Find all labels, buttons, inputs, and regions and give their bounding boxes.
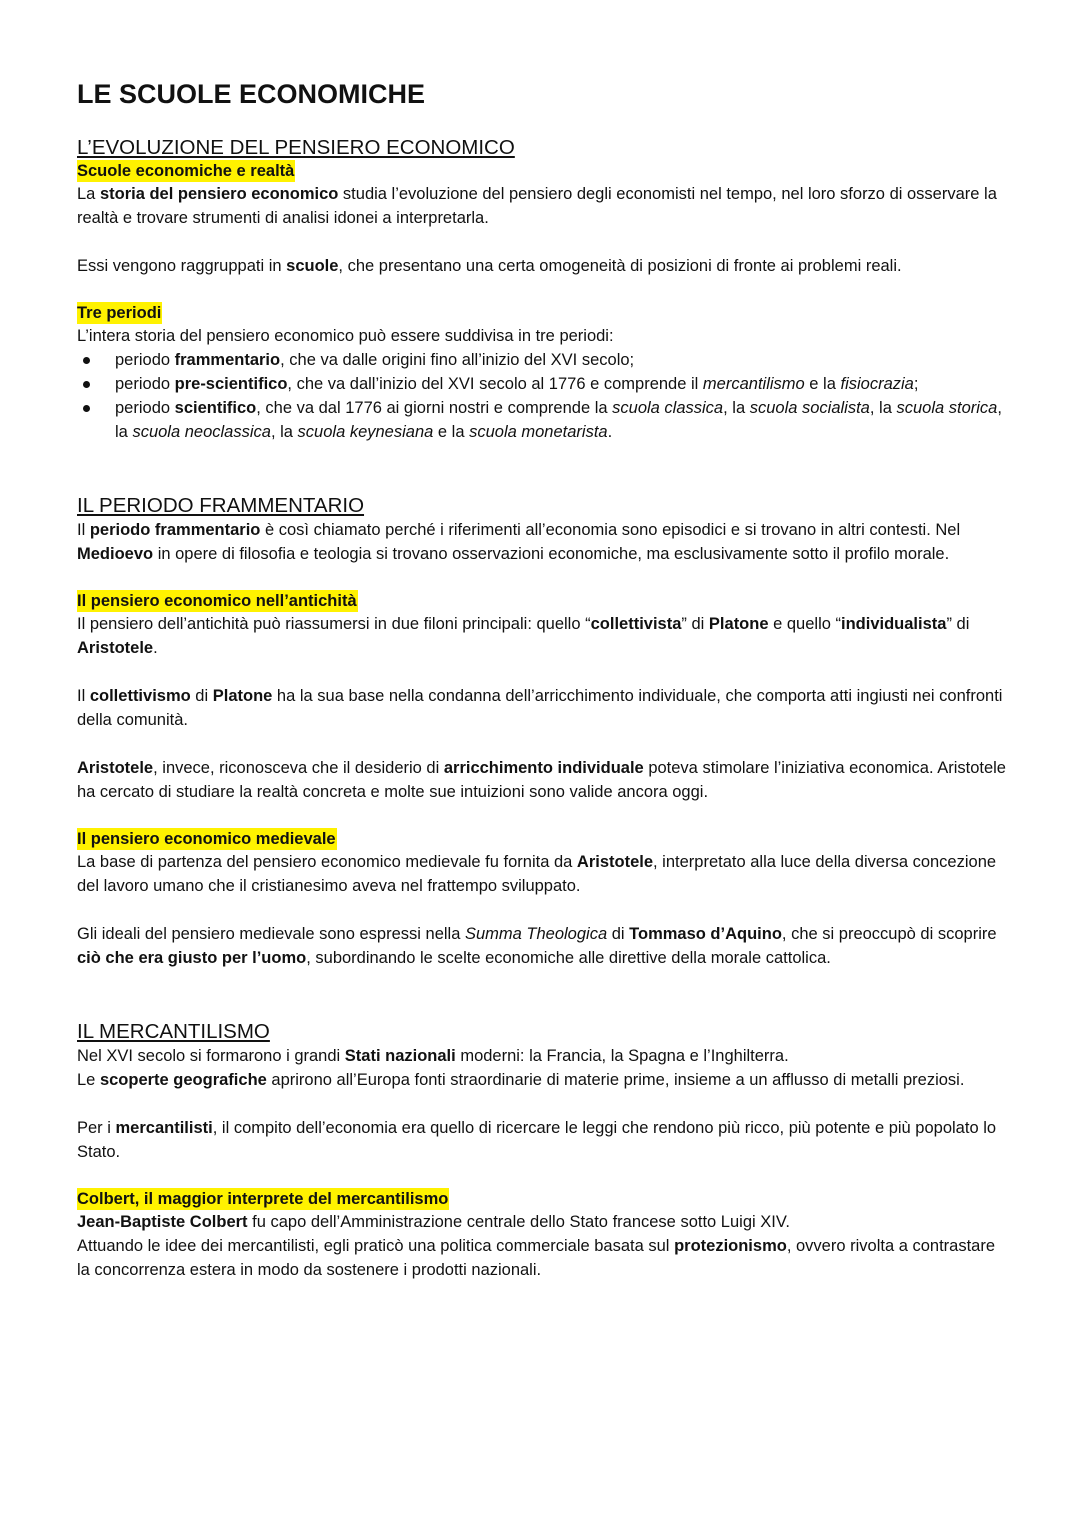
section-heading-evoluzione: L’EVOLUZIONE DEL PENSIERO ECONOMICO [77,136,515,159]
section-heading-frammentario: IL PERIODO FRAMMENTARIO [77,494,365,517]
highlighted-subheading: Il pensiero economico medievale [77,830,336,848]
highlighted-subheading: Colbert, il maggior interprete del mercantilismo [77,1190,449,1208]
bullet-icon [83,405,90,412]
bullet-icon [83,381,90,388]
paragraph: La base di partenza del pensiero economico medievale fu fornita da Aristotele, interpretato alla luce della diversa concezione del lavoro umano che il cristianesimo aveva nel frattempo sviluppato. [77,853,997,895]
list-item: periodo frammentario, che va dalle origini fino all’inizio del XVI secolo; [77,348,1007,372]
document-page [77,78,1007,1282]
paragraph: Gli ideali del pensiero medievale sono espressi nella Summa Theologica di Tommaso d’Aquino, che si preoccupò di scoprire ciò che era giusto per l’uomo, subordinando le scelte economiche alle direttive della morale cattolica. [77,925,997,967]
paragraph: Jean-Baptiste Colbert fu capo dell’Amministrazione centrale dello Stato francese sotto Luigi XIV. [77,1213,790,1231]
paragraph: Essi vengono raggruppati in scuole, che presentano una certa omogeneità di posizioni di fronte ai problemi reali. [77,257,902,275]
paragraph: Il periodo frammentario è così chiamato perché i riferimenti all’economia sono episodici e si trovano in altri contesti. Nel Medioevo in opere di filosofia e teologia si trovano osservazioni economiche, ma esclusivamente sotto il profilo morale. [77,521,961,563]
paragraph: La storia del pensiero economico studia l’evoluzione del pensiero degli economisti nel tempo, nel loro sforzo di osservare la realtà e trovare strumenti di analisi idonei a interpretarla. [77,185,997,227]
highlighted-subheading: Tre periodi [77,304,162,322]
highlighted-subheading: Scuole economiche e realtà [77,162,295,180]
paragraph: Il collettivismo di Platone ha la sua base nella condanna dell’arricchimento individuale, che comporta atti ingiusti nei confronti della comunità. [77,687,1003,729]
paragraph: Nel XVI secolo si formarono i grandi Stati nazionali moderni: la Francia, la Spagna e l’Inghilterra. [77,1047,789,1065]
paragraph: Aristotele, invece, riconosceva che il desiderio di arricchimento individuale poteva stimolare l’iniziativa economica. Aristotele ha cercato di studiare la realtà concreta e molte sue intuizioni sono valide ancora oggi. [77,759,1006,801]
paragraph: Il pensiero dell’antichità può riassumersi in due filoni principali: quello “collettivista” di Platone e quello “individualista” di Aristotele. [77,615,970,657]
paragraph: L’intera storia del pensiero economico può essere suddivisa in tre periodi: [77,327,614,345]
paragraph: Le scoperte geografiche aprirono all’Europa fonti straordinarie di materie prime, insieme a un afflusso di metalli preziosi. [77,1071,965,1089]
paragraph: Attuando le idee dei mercantilisti, egli praticò una politica commerciale basata sul protezionismo, ovvero rivolta a contrastare la concorrenza estera in modo da sostenere i prodotti nazionali. [77,1237,996,1279]
highlighted-subheading: Il pensiero economico nell’antichità [77,592,357,610]
bullet-icon [83,357,90,364]
list-item: periodo scientifico, che va dal 1776 ai giorni nostri e comprende la scuola classica, la scuola socialista, la scuola storica, la scuola neoclassica, la scuola keynesiana e la scuola monetarista. [77,396,1007,444]
paragraph: Per i mercantilisti, il compito dell’economia era quello di ricercare le leggi che rendono più ricco, più potente e più popolato lo Stato. [77,1119,997,1161]
section-heading-mercantilismo: IL MERCANTILISMO [77,1020,270,1043]
document-title: LE SCUOLE ECONOMICHE [77,79,426,109]
bullet-list [77,348,1007,444]
list-item: periodo pre-scientifico, che va dall’inizio del XVI secolo al 1776 e comprende il mercantilismo e la fisiocrazia; [77,372,1007,396]
